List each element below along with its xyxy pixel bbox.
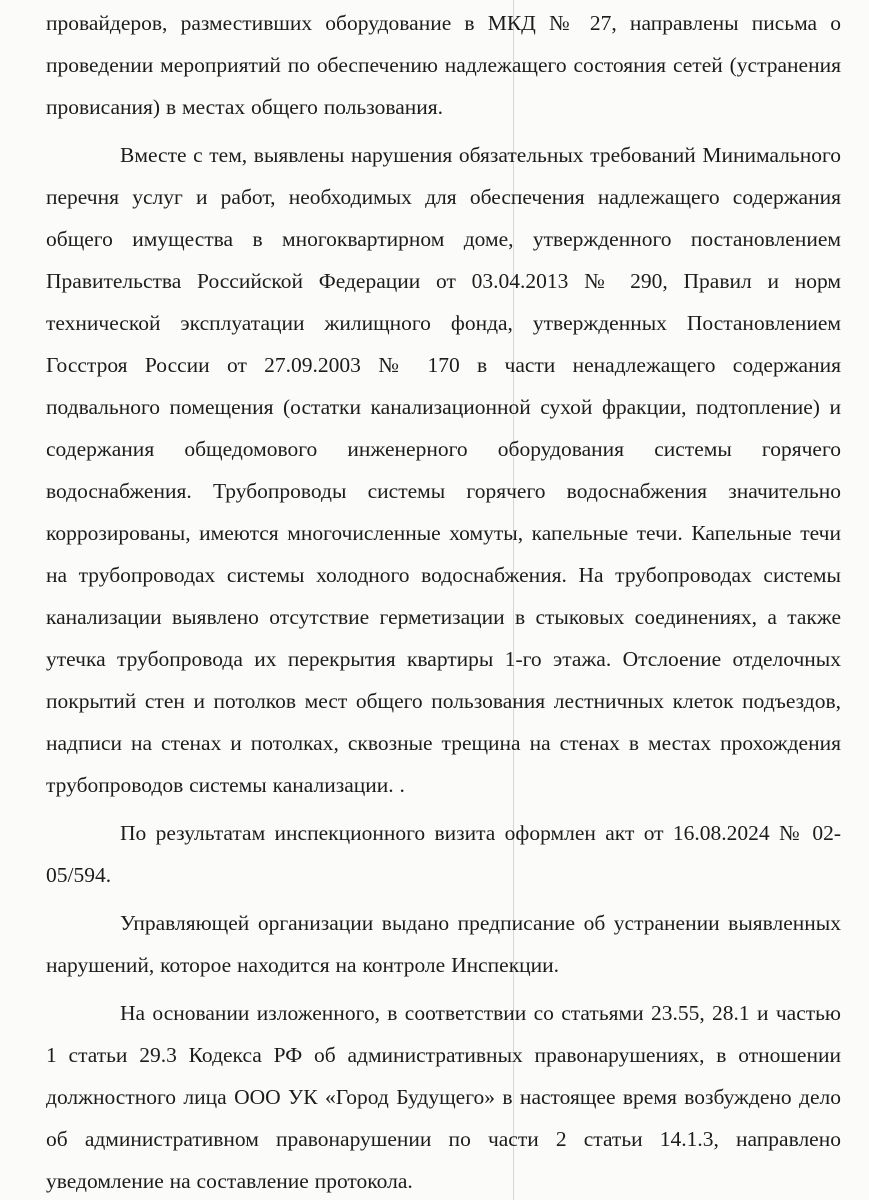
paragraph-continuation-letters: провайдеров, разместивших оборудование в МКД № 27, направлены письма о проведении мероприятий по обеспечению надлежащего состояния сетей (устранения провисания) в местах общего пользования. <box>46 11 841 119</box>
paragraph-violations: Вместе с тем, выявлены нарушения обязательных требований Минимального перечня услуг и работ, необходимых для обеспечения надлежащего содержания общего имущества в многоквартирном доме, утвержденного постановлением Правительства Российской Федерации от 03.04.2013 № 290, Правил и норм технической эксплуатации жилищного фонда, утвержденных Постановлением Госстроя России от 27.09.2003 № 170 в части ненадлежащего содержания подвального помещения (остатки канализационной сухой фракции, подтопление) и содержания общедомового инженерного оборудования системы горячего водоснабжения. Трубопроводы системы горячего водоснабжения значительно коррозированы, имеются многочисленные хомуты, капельные течи. Капельные течи на трубопроводах системы холодного водоснабжения. На трубопроводах системы канализации выявлено отсутствие герметизации в стыковых соединениях, а также утечка трубопровода их перекрытия квартиры 1-го этажа. Отслоение отделочных покрытий стен и потолков мест общего пользования лестничных клеток подъездов, надписи на стенах и потолках, сквозные трещина на стенах в местах прохождения трубопроводов системы канализации. . <box>46 143 841 797</box>
paragraph-prescription: Управляющей организации выдано предписание об устранении выявленных нарушений, которое находится на контроле Инспекции. <box>46 911 841 977</box>
paragraph-administrative-case: На основании изложенного, в соответствии со статьями 23.55, 28.1 и частью 1 статьи 29.3 Кодекса РФ об административных правонарушениях, в отношении должностного лица ООО УК «Город Будущего» в настоящее время возбуждено дело об административном правонарушении по части 2 статьи 14.1.3, направлено уведомление на составление протокола. <box>46 1001 841 1193</box>
paragraph-inspection-act: По результатам инспекционного визита оформлен акт от 16.08.2024 № 02-05/594. <box>46 821 841 887</box>
document-body <box>46 2 841 1200</box>
